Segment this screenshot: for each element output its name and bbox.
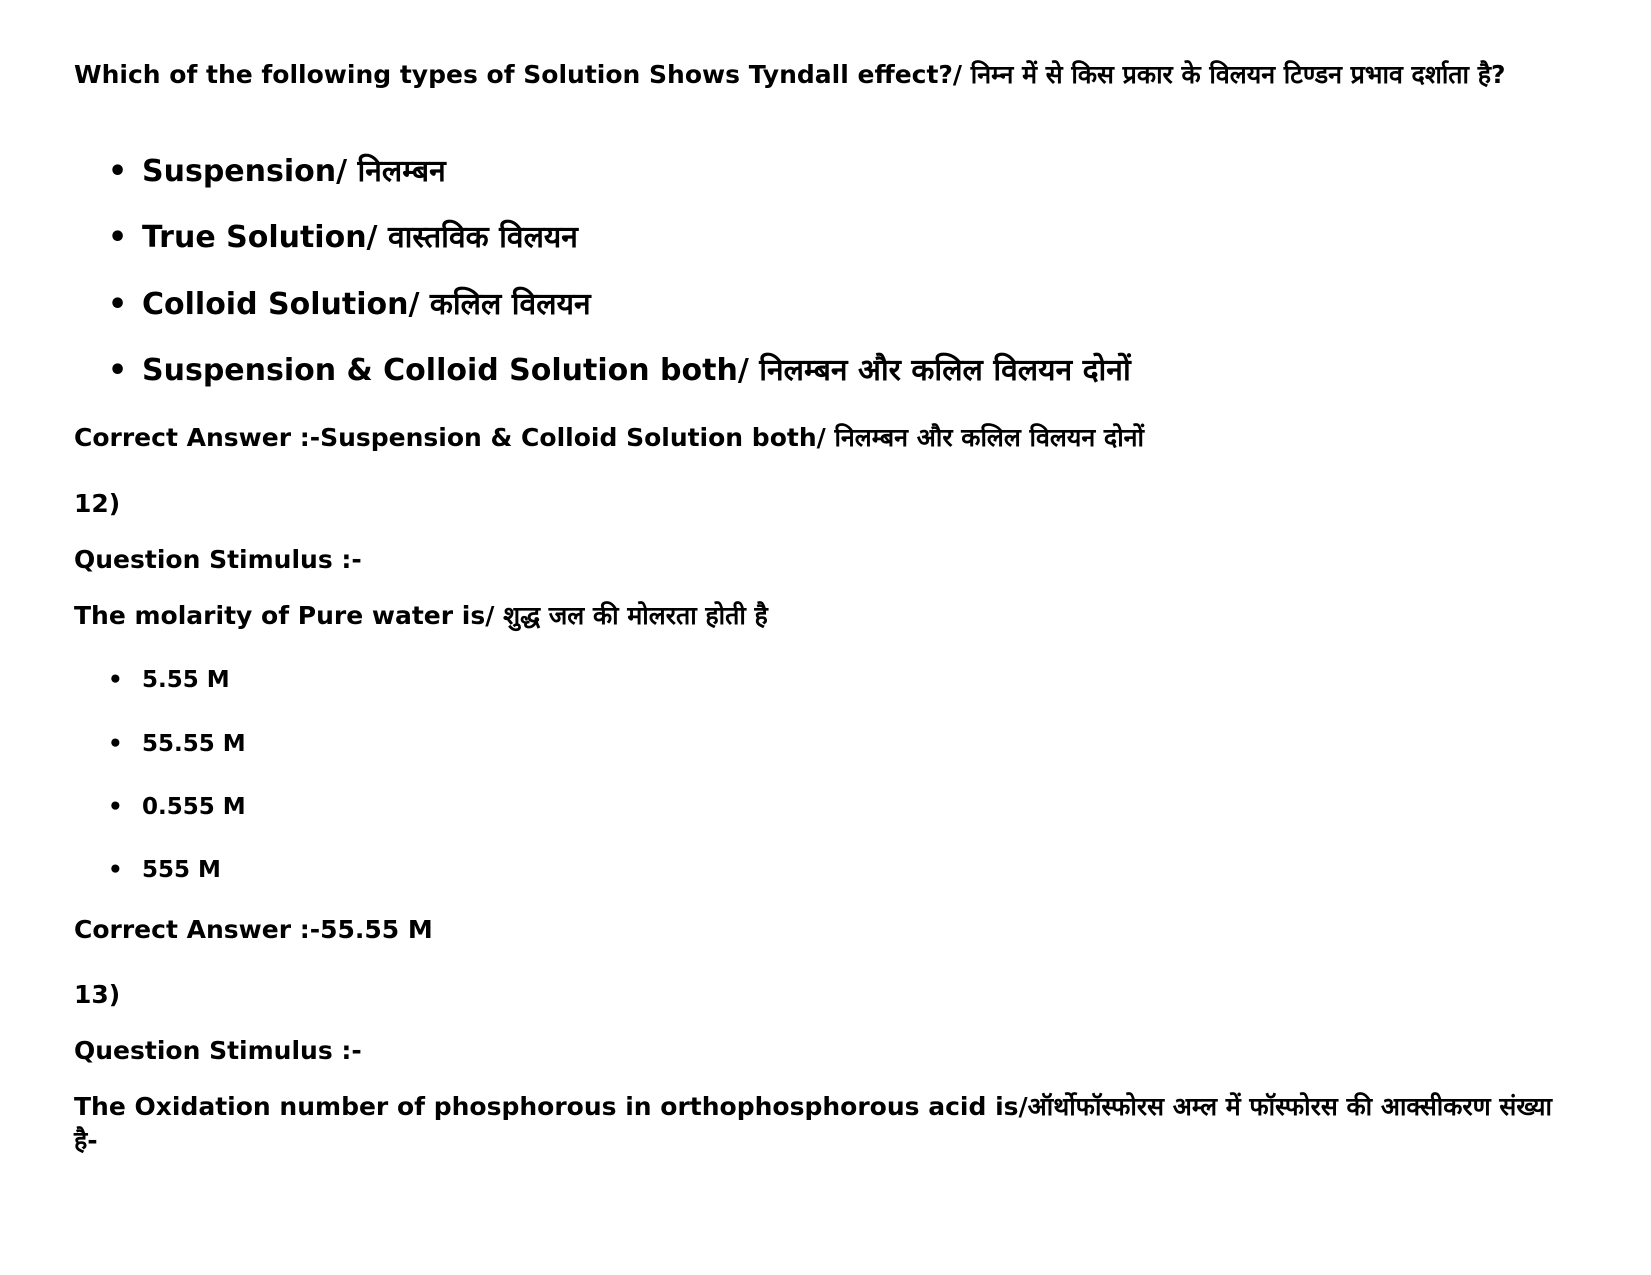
q12-option-2-label: 55.55 M bbox=[142, 731, 246, 757]
q13-question-text: The Oxidation number of phosphorous in orthophosphorous acid is/ऑर्थोफॉस्फोरस अम्ल में फॉस्फोरस की आक्सीकरण संख्या है- bbox=[74, 1092, 1552, 1155]
q11-question-text: Which of the following types of Solution Shows Tyndall effect?/ निम्न में से किस प्रकार के विलयन टिण्डन प्रभाव दर्शाता है? bbox=[74, 60, 1506, 89]
bullet-icon: • bbox=[108, 731, 123, 757]
q11-option-3 bbox=[108, 285, 591, 325]
bullet-icon: • bbox=[108, 667, 123, 693]
q11-option-2 bbox=[108, 218, 578, 258]
q12-option-3-label: 0.555 M bbox=[142, 794, 246, 820]
bullet-icon: • bbox=[108, 794, 123, 820]
q12-number: 12) bbox=[74, 489, 121, 518]
q11-option-1-label: Suspension/ निलम्बन bbox=[142, 154, 446, 189]
q11-option-1 bbox=[108, 152, 446, 192]
q13-number: 13) bbox=[74, 980, 121, 1009]
q11-option-4 bbox=[108, 351, 1131, 391]
bullet-icon: • bbox=[108, 220, 128, 255]
q12-option-1-label: 5.55 M bbox=[142, 667, 230, 693]
q11-correct-answer: Correct Answer :-Suspension & Colloid Solution both/ निलम्बन और कलिल विलयन दोनों bbox=[74, 423, 1145, 452]
q11-option-4-label: Suspension & Colloid Solution both/ निलम्बन और कलिल विलयन दोनों bbox=[142, 353, 1131, 388]
q12-option-3 bbox=[108, 791, 246, 823]
q12-option-1 bbox=[108, 664, 230, 696]
q12-option-4-label: 555 M bbox=[142, 857, 221, 883]
q12-question-text: The molarity of Pure water is/ शुद्ध जल की मोलरता होती है bbox=[74, 601, 768, 630]
q11-option-3-label: Colloid Solution/ कलिल विलयन bbox=[142, 287, 591, 322]
bullet-icon: • bbox=[108, 353, 128, 388]
q11-option-2-label: True Solution/ वास्तविक विलयन bbox=[142, 220, 578, 255]
bullet-icon: • bbox=[108, 154, 128, 189]
bullet-icon: • bbox=[108, 287, 128, 322]
q13-stimulus-label: Question Stimulus :- bbox=[74, 1036, 362, 1065]
bullet-icon: • bbox=[108, 857, 123, 883]
q12-option-4 bbox=[108, 854, 221, 886]
q12-stimulus-label: Question Stimulus :- bbox=[74, 545, 362, 574]
q12-correct-answer: Correct Answer :-55.55 M bbox=[74, 915, 433, 944]
q12-option-2 bbox=[108, 728, 246, 760]
